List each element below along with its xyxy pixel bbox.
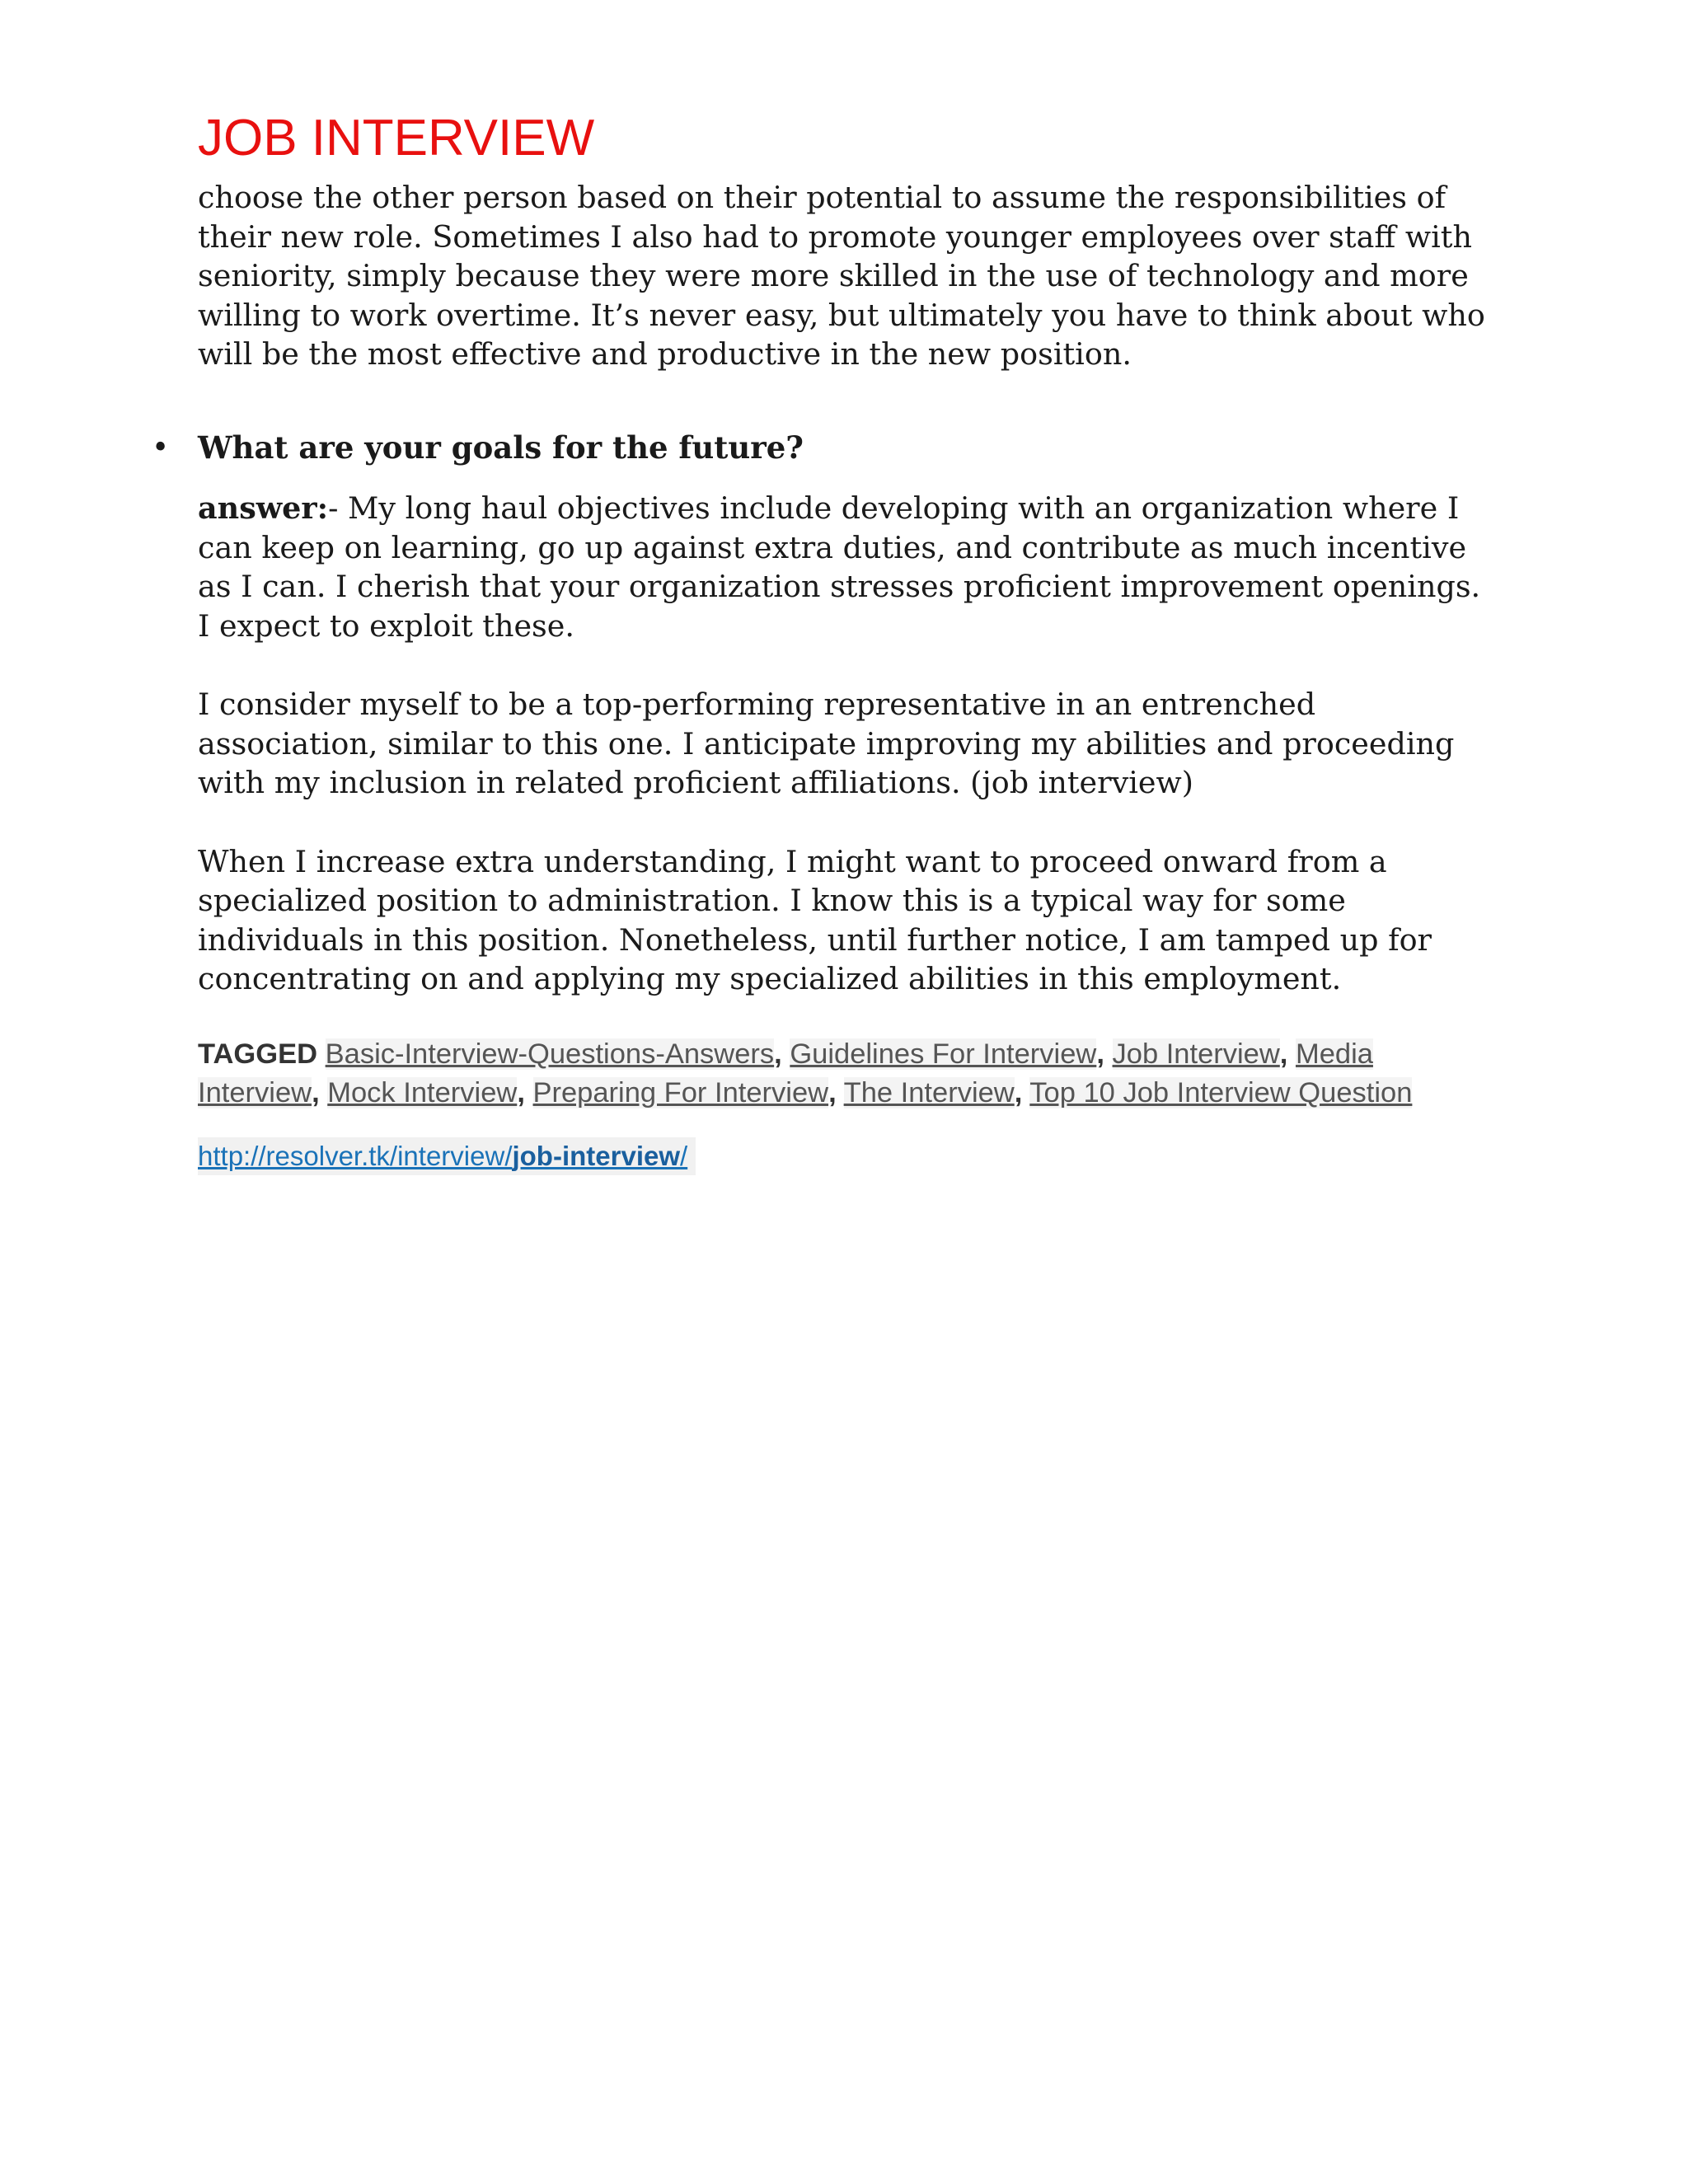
document-content	[152, 105, 1500, 1175]
url-suffix: /	[680, 1140, 688, 1171]
tag-separator: ,	[1096, 1038, 1104, 1070]
tag-separator: ,	[1279, 1038, 1288, 1070]
tags-line	[198, 1035, 1451, 1113]
bullet-icon: •	[152, 430, 170, 465]
answer-text: - My long haul objectives include developing with an organization where I can keep on learning, go up against extra duties, and contribute as much incentive as I can. I cherish that your organization stresses proficient improvement openings. I expect to exploit these.	[198, 490, 1481, 644]
tag-link[interactable]: Top 10 Job Interview Question	[1029, 1076, 1413, 1108]
answer-label: answer:	[198, 490, 329, 526]
paragraph-4: When I increase extra understanding, I might want to proceed onward from a specialized position to administration. I know this is a typical way for some individuals in this position. Nonetheless, until further notice, I am tamped up for concentrating on and applying my specialized abilities in this employment.	[198, 843, 1432, 996]
source-url-link[interactable]	[198, 1141, 687, 1171]
tag-separator: ,	[1014, 1076, 1023, 1108]
page-title: JOB INTERVIEW	[198, 110, 595, 166]
tag-separator: ,	[312, 1076, 320, 1108]
tag-separator: ,	[774, 1038, 782, 1070]
source-url	[198, 1137, 696, 1175]
tag-link[interactable]: Preparing For Interview	[532, 1076, 829, 1108]
tag-separator: ,	[828, 1076, 837, 1108]
tag-link[interactable]: Mock Interview	[327, 1076, 518, 1108]
tag-link[interactable]: Guidelines For Interview	[790, 1038, 1097, 1070]
tag-separator: ,	[517, 1076, 525, 1108]
tag-link[interactable]: Basic-Interview-Questions-Answers	[325, 1038, 775, 1070]
answer-paragraph	[198, 489, 1500, 645]
url-prefix: http://resolver.tk/interview/	[198, 1140, 513, 1171]
url-bold-part: job-interview	[512, 1140, 681, 1171]
tag-link[interactable]: Media Interview	[198, 1038, 1373, 1108]
question-heading: What are your goals for the future?	[198, 429, 804, 466]
tag-link[interactable]: The Interview	[843, 1076, 1015, 1108]
question-list-item	[152, 429, 1500, 999]
intro-paragraph: choose the other person based on their potential to assume the responsibilities of their new role. Sometimes I also had to promote younger employees over staff with seniority, simply because they were more skilled in the use of technology and more willing to work overtime. It’s never easy, but ultimately you have to think about who will be the most effective and productive in the new position.	[198, 180, 1485, 372]
paragraph-3: I consider myself to be a top-performing representative in an entrenched association, similar to this one. I anticipate improving my abilities and proceeding with my inclusion in related proficient affiliations. (job interview)	[198, 687, 1455, 800]
tags-label: TAGGED	[198, 1038, 318, 1070]
tag-link[interactable]: Job Interview	[1112, 1038, 1280, 1070]
